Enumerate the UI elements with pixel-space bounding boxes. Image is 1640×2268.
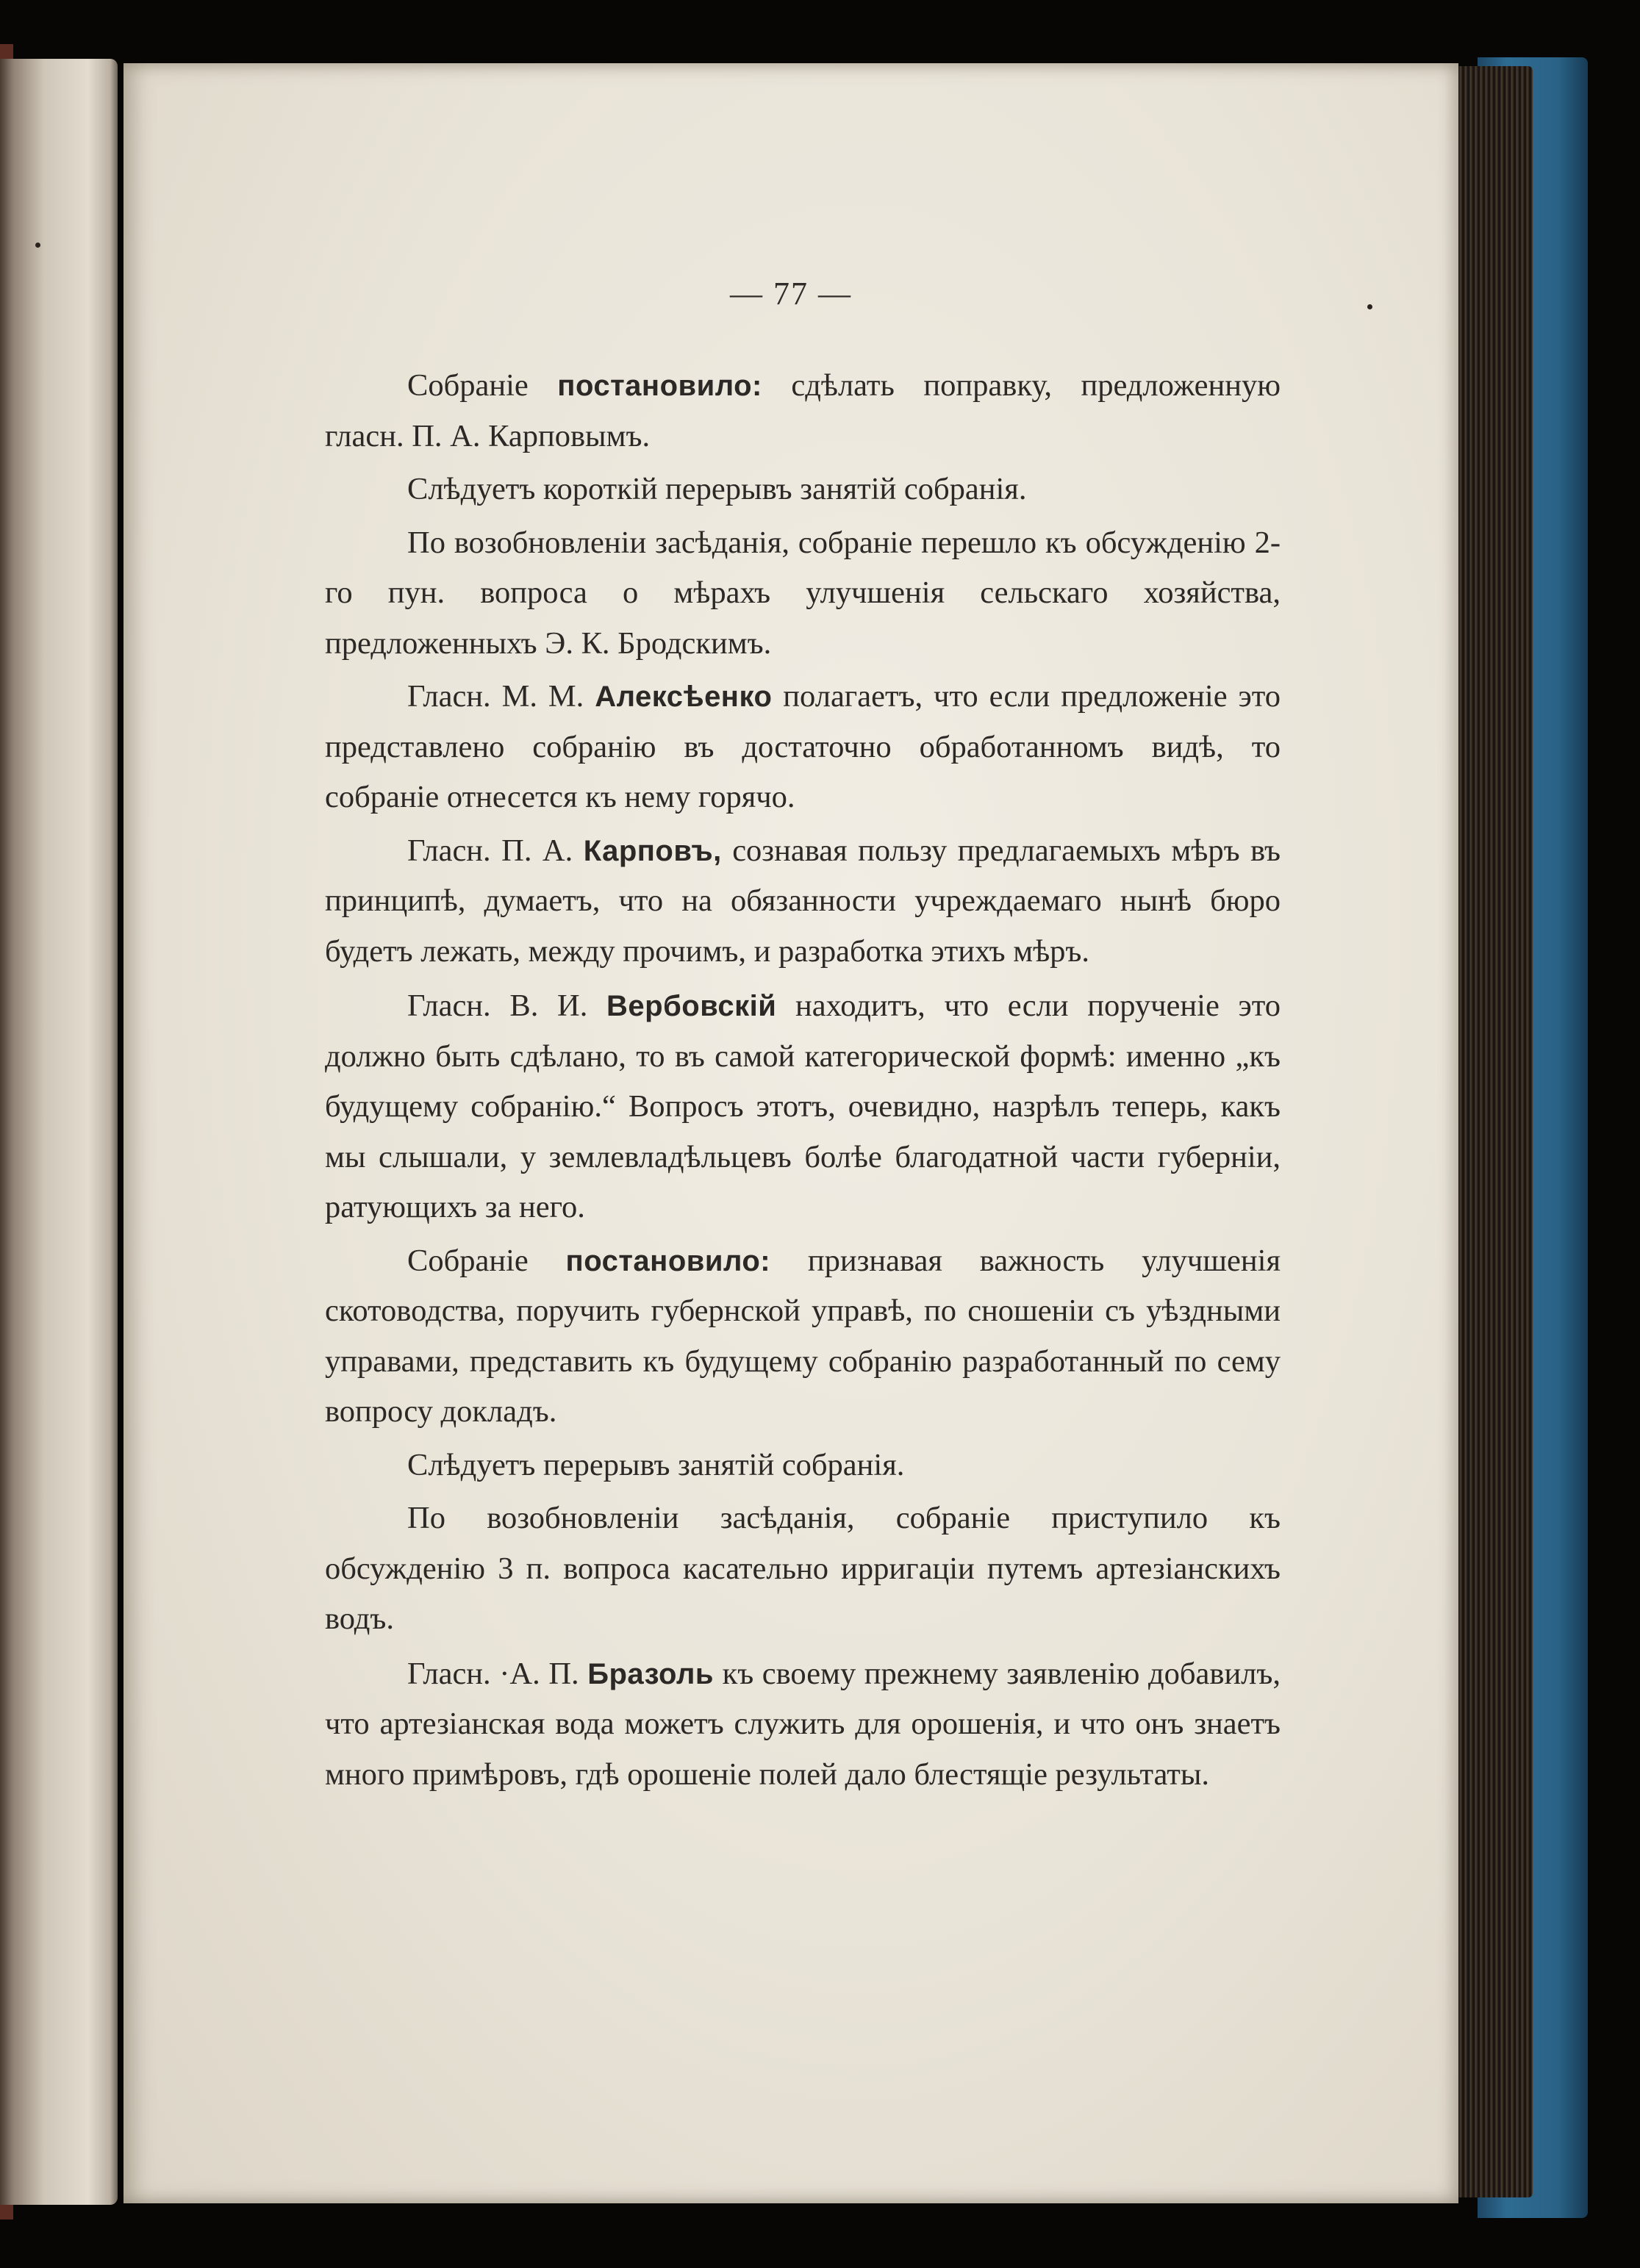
text-run: признавая важность улучшенія скотоводства, поручить губернской управѣ, по сношеніи съ уѣздными управами, представить къ будущему собранію разработанный по сему вопросу докладъ.	[325, 1243, 1281, 1429]
paragraph	[325, 1236, 1281, 1438]
paragraph	[325, 518, 1281, 670]
dust-speck	[35, 243, 40, 248]
paragraph	[325, 1649, 1281, 1801]
emphasized-name: Бразоль	[587, 1657, 714, 1690]
page-edges	[1452, 66, 1533, 2197]
emphasized-name: постановило:	[557, 370, 762, 402]
book-page	[123, 63, 1458, 2203]
text-run: къ своему прежнему заявленію добавилъ, что артезіанская вода можетъ служить для орошенія, и что онъ знаетъ много примѣровъ, гдѣ орошеніе полей дало блестящіе результаты.	[325, 1656, 1281, 1792]
emphasized-name: Карповъ,	[583, 834, 722, 867]
dust-speck	[1367, 304, 1372, 309]
text-run: Слѣдуетъ перерывъ занятій собранія.	[407, 1447, 905, 1482]
text-run: Гласн. ·А. П.	[407, 1656, 588, 1691]
text-run: Слѣдуетъ короткій перерывъ занятій собранія.	[407, 472, 1027, 506]
text-run: Собраніе	[407, 368, 558, 403]
text-run: Гласн. М. М.	[407, 679, 595, 714]
left-page-edge	[0, 59, 118, 2205]
emphasized-name: постановило:	[565, 1244, 771, 1277]
text-run: находитъ, что если порученіе это должно быть сдѣлано, то въ самой категорической формѣ: именно „къ будущему собранію.“ Вопросъ этотъ, очевидно, назрѣлъ теперь, какъ мы слышали, у землевладѣльцевъ болѣе благодатной части губерніи, ратующихъ за него.	[325, 988, 1281, 1224]
text-run: Гласн. П. А.	[407, 833, 584, 868]
paragraph	[325, 1493, 1281, 1645]
text-run: сдѣлать поправку, предложенную гласн. П. А. Карповымъ.	[325, 368, 1281, 453]
text-run: По возобновленіи засѣданія, собраніе приступило къ обсужденію 3 п. вопроса касательно ирригаціи путемъ артезіанскихъ водъ.	[325, 1501, 1281, 1636]
paragraph	[325, 361, 1281, 462]
page-number: — 77 —	[730, 276, 852, 312]
paragraph	[325, 826, 1281, 977]
paragraph	[325, 672, 1281, 823]
paragraph	[325, 981, 1281, 1233]
paragraph	[325, 464, 1281, 515]
page-body	[325, 361, 1281, 1800]
emphasized-name: Алексѣенко	[595, 681, 773, 713]
text-run: Собраніе	[407, 1243, 566, 1278]
text-run: сознавая пользу предлагаемыхъ мѣръ въ принципѣ, думаетъ, что на обязанности учреждаемаго нынѣ бюро будетъ лежать, между прочимъ, и разработка этихъ мѣръ.	[325, 833, 1281, 969]
text-run: Гласн. В. И.	[407, 988, 607, 1023]
emphasized-name: Вербовскій	[606, 990, 777, 1022]
text-run: По возобновленіи засѣданія, собраніе перешло къ обсужденію 2-го пун. вопроса о мѣрахъ улучшенія сельскаго хозяйства, предложенныхъ Э. К. Бродскимъ.	[325, 525, 1281, 661]
text-run: полагаетъ, что если предложеніе это представлено собранію въ достаточно обработанномъ видѣ, то собраніе отнесется къ нему горячо.	[325, 679, 1281, 814]
paragraph	[325, 1440, 1281, 1491]
